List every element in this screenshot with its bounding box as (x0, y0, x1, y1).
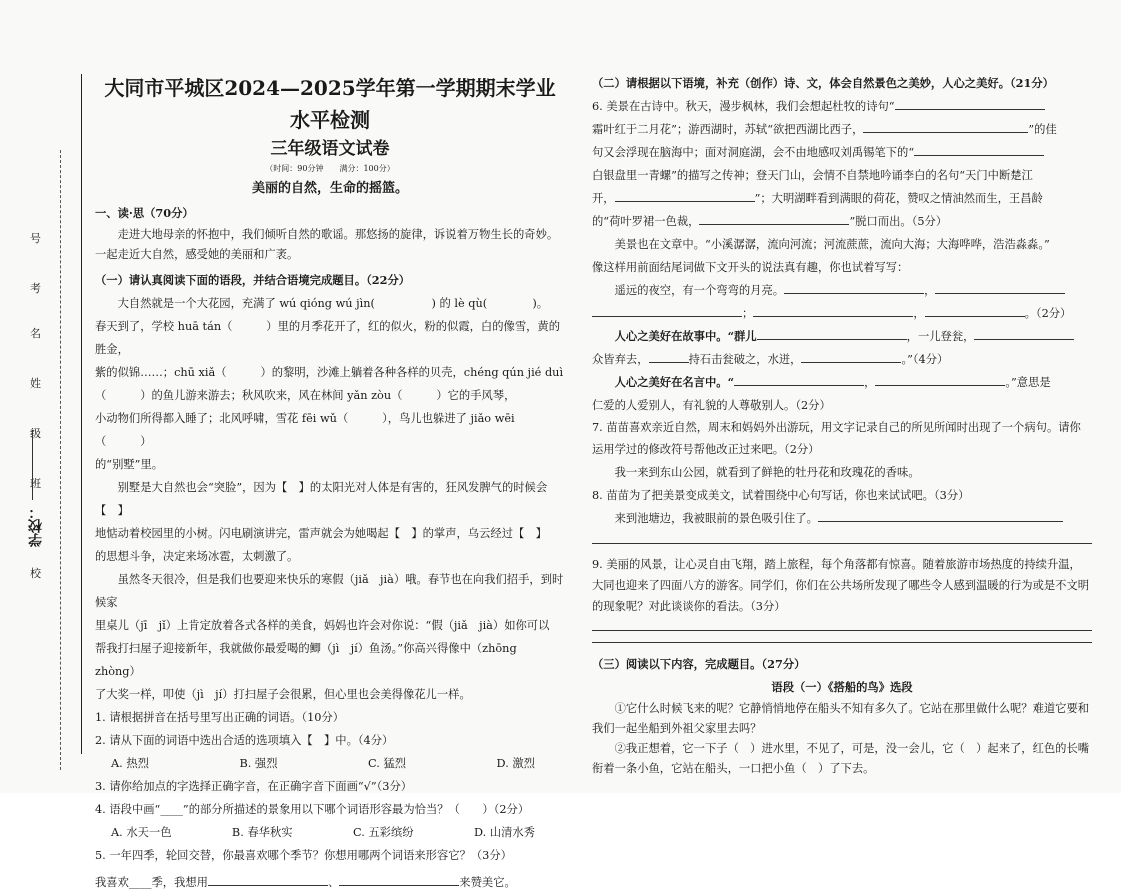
answer-blank[interactable] (863, 118, 1028, 133)
heart-text: 众皆弃去， (592, 353, 649, 366)
binding-char: 姓 (30, 377, 41, 390)
passage-line: 的“别墅”里。 (95, 458, 164, 471)
exam-title: 大同市平城区2024—2025学年第一学期期末学业水平检测 (104, 76, 556, 132)
passage-line: 春天到了，学校 huā tán（ ）里的月季花开了，红的似火，粉的似霞，白的像雪，黄的胜金， (95, 320, 561, 356)
binding-char: 名 (30, 327, 41, 340)
answer-blank[interactable] (339, 871, 459, 886)
answer-blank[interactable] (974, 325, 1074, 340)
answer-blank[interactable] (914, 141, 1044, 156)
heart-text: 持石击瓮破之，水迸， (688, 353, 802, 366)
passage-line: 别墅是大自然也会“突脸”，因为【 】的太阳光对人体是有害的，狂风发脾气的时候会【 】 (95, 481, 548, 517)
answer-blank[interactable] (757, 325, 907, 340)
margin-rule (81, 74, 82, 754)
school-label: 学校： (28, 505, 44, 547)
option[interactable]: B. 强烈 (239, 757, 278, 770)
night-line: 遥远的夜空，有一个弯弯的月亮。 ， (592, 279, 1092, 302)
heart-text: 人心之美好在故事中。“群儿 (614, 329, 757, 343)
heart-line: 人心之美好在名言中。“ ， 。”意思是 (592, 371, 1092, 394)
heart-line (592, 325, 1092, 348)
q6-text: 的“荷叶罗裙一色裁， (592, 215, 700, 228)
answer-blank[interactable] (734, 371, 864, 386)
answer-prefix: 我喜欢____季，我想用 (95, 876, 208, 889)
q6-line (592, 210, 1092, 233)
answer-suffix: 来赞美它。 (459, 876, 516, 889)
part-heading: （一）请认真阅读下面的语段，并结合语境完成题目。（22分） (95, 273, 411, 287)
passage-line: 大自然就是一个大花园，充满了 wú qióng wú jìn( ) 的 lè qù( )。 (117, 297, 549, 310)
school-answer-line (32, 430, 33, 500)
binding-char: 级 (30, 427, 41, 440)
binding-char: 考 (30, 282, 41, 295)
question-9: 9. 美丽的风景，让心灵自由飞翔，踏上旅程，每个角落都有惊喜。随着旅游市场热度的持续升温，大同也迎来了四面八方的游客。同学们，你们在公共场所发现了哪些令人感到温暖的行为或是不文明的现象呢？对此谈谈你的看法。（3分） (592, 558, 1090, 613)
q8-text: 来到池塘边，我被眼前的景色吸引住了。 (614, 512, 818, 525)
passage-line: 虽然冬天很冷，但是我们也要迎来快乐的寒假（jiǎ jià）哦。春节也在向我们招手，到时候家 (95, 573, 564, 609)
question-7-sentence: 我一来到东山公园，就看到了鲜艳的牡丹花和玫瑰花的香味。 (614, 466, 920, 479)
passage-line: 了大奖一样，叩使（jì jí）打扫屋子会很累，但心里也会美得像花儿一样。 (95, 688, 471, 701)
question-4: 4. 语段中画“____”的部分所描述的景象用以下哪个词语形容最为恰当？（ ）（2分） (95, 803, 530, 816)
heart-text: ，一儿登瓮， (906, 330, 975, 343)
passage-line: （ ）的鱼儿游来游去；秋风吹来，风在林间 yǎn zòu（ ）它的手风琴， (95, 389, 516, 402)
passage-line: 小动物们所得都入睡了；北风呼啸，雪花 fēi wǔ（ ），鸟儿也躲进了 jiǎo wēi（ ） (95, 412, 515, 448)
night-line: ； ， 。（2分） (592, 302, 1092, 325)
answer-blank[interactable] (615, 187, 755, 202)
answer-blank[interactable] (935, 279, 1065, 294)
q6-text: 霜叶红于二月花”；游西湖时，苏轼“欲把西湖比西子， (592, 123, 864, 136)
q6-text: 开， (592, 192, 615, 205)
q6-text: 句又会浮现在脑海中；面对洞庭湖，会不由地感叹刘禹锡笔下的“ (592, 146, 915, 159)
binding-char: 班 (30, 477, 41, 490)
answer-blank[interactable] (801, 348, 901, 363)
option[interactable]: A. 热烈 (111, 757, 149, 770)
answer-blank[interactable] (895, 95, 1045, 110)
q6-text: ”；大明湖畔看到满眼的荷花，赞叹之情油然而生，王昌龄 (754, 192, 1043, 205)
heart-line: 仁爱的人爱别人，有礼貌的人尊敬别人。（2分） (592, 399, 831, 412)
answer-blank[interactable] (753, 302, 913, 317)
answer-blank[interactable] (208, 871, 328, 886)
night-text: 遥远的夜空，有一个弯弯的月亮。 (614, 284, 785, 297)
binding-strip (14, 150, 74, 710)
question-8-sentence (592, 507, 1092, 530)
option[interactable]: C. 猛烈 (368, 757, 407, 770)
q6-text: ”的佳 (1028, 123, 1057, 136)
answer-blank[interactable] (818, 507, 1063, 522)
reading-paragraph: ①它什么时候飞来的呢？它静悄悄地停在船头不知有多久了。它站在那里做什么呢？难道它要和我们一起坐船到外祖父家里去吗？ (592, 702, 1090, 735)
passage-line: 紫的似锦……；chū xiǎ（ ）的黎明，沙滩上躺着各种各样的贝壳，chéng qún jié duì (95, 366, 564, 379)
option[interactable]: D. 激烈 (496, 757, 535, 770)
heart-text: 人心之美好在名言中。“ (614, 375, 735, 389)
right-column (592, 72, 1092, 779)
beauty-paragraph: 美景也在文章中。“小溪潺潺，流向河流；河流蔗蔗，流向大海；大海哗哗，浩浩淼淼。” (614, 238, 1050, 251)
answer-line[interactable] (592, 542, 1092, 544)
passage-line: 帮我打扫屋子迎接新年，我就做你最爱喝的鲫（jì jí）鱼汤。”你高兴得像中（zhōng zhòng） (95, 642, 529, 678)
answer-blank[interactable] (592, 302, 742, 317)
answer-blank[interactable] (784, 279, 924, 294)
beauty-paragraph: 像这样用前面结尾词做下文开头的说法真有趣，你也试着写写： (592, 261, 909, 274)
option[interactable]: C. 五彩缤纷 (352, 826, 414, 839)
question-4-options (95, 821, 565, 844)
answer-blank[interactable] (649, 348, 689, 363)
exam-subtitle: 三年级语文试卷 (270, 139, 390, 159)
answer-blank[interactable] (875, 371, 1005, 386)
binding-dashed-line (60, 150, 61, 770)
part-heading: （二）请根据以下语境，补充（创作）诗、文，体会自然景色之美妙，人心之美好。（21分） (592, 76, 1054, 90)
section-heading: 一、读·思（70分） (95, 206, 194, 220)
left-column (95, 72, 565, 894)
intro-paragraph: 走进大地母亲的怀抱中，我们倾听自然的歌谣。那悠扬的旋律，诉说着万物生长的奇妙。一起走近大自然，感受她的美丽和广袤。 (95, 228, 559, 261)
question-1: 1. 请根据拼音在括号里写出正确的词语。（10分） (95, 711, 345, 724)
exam-motto: 美丽的自然，生命的摇篮。 (251, 181, 408, 196)
q6-text: ”脱口而出。（5分） (849, 215, 948, 228)
exam-meta: （时间：90分钟 满分：100分） (265, 164, 395, 173)
points-note: 。（2分） (1024, 307, 1072, 320)
q6-text: 6. 美景在古诗中。秋天，漫步枫林，我们会想起杜牧的诗句“ (592, 100, 895, 113)
reading-paragraph: ②我正想着，它一下子（ ）进水里，不见了，可是，没一会儿，它（ ）起来了，红色的长嘴衔着一条小鱼，它站在船头，一口把小鱼（ ）了下去。 (592, 742, 1090, 775)
part-heading: （三）阅读以下内容，完成题目。（27分） (592, 657, 806, 671)
answer-blank[interactable] (699, 210, 849, 225)
heart-text: 。”（4分） (901, 353, 949, 366)
option[interactable]: D. 山清水秀 (473, 826, 535, 839)
question-2-options (95, 752, 565, 775)
question-2: 2. 请从下面的词语中选出合适的选项填入【 】中。（4分） (95, 734, 394, 747)
question-5-answer (95, 871, 565, 894)
question-3: 3. 请你给加点的字选择正确字音，在正确字音下面画“√”（3分） (95, 780, 413, 793)
question-8: 8. 苗苗为了把美景变成美文，试着围绕中心句写话，你也来试试吧。（3分） (592, 489, 970, 502)
q6-line (592, 187, 1092, 210)
q6-line (592, 118, 1092, 141)
option[interactable]: B. 春华秋实 (231, 826, 293, 839)
heart-line (592, 348, 1092, 371)
question-7: 7. 苗苗喜欢亲近自然，周末和妈妈外出游玩，用文字记录自己的所见所闻时出现了一个病句。请你运用学过的修改符号帮他改正过来吧。（2分） (592, 421, 1081, 456)
question-5: 5. 一年四季，轮回交替，你最喜欢哪个季节？你想用哪两个词语来形容它？（3分） (95, 849, 512, 862)
passage-line: 地惦动着校园里的小树。闪电刷演讲完，雷声就会为她喝起【 】的掌声，乌云经过【 】 (95, 527, 547, 540)
heart-text: 。”意思是 (1005, 376, 1051, 389)
option[interactable]: A. 水天一色 (111, 826, 172, 839)
q6-line: 白银盘里一青螺”的描写之传神；登天门山，会情不自禁地吟诵李白的名句“天门中断楚江 (592, 169, 1033, 182)
q6-line (592, 95, 1092, 118)
answer-line[interactable] (592, 629, 1092, 631)
answer-line[interactable] (592, 641, 1092, 643)
passage-line: 的思想斗争，决定来场冰雹，太刺激了。 (95, 550, 299, 563)
binding-char: 校 (30, 567, 41, 580)
answer-sep: 、 (327, 876, 340, 889)
q6-line (592, 141, 1092, 164)
passage-line: 里桌儿（jī jǐ）上肯定放着各式各样的美食，妈妈也许会对你说：“假（jiǎ jià）如你可以 (95, 619, 550, 632)
answer-blank[interactable] (925, 302, 1025, 317)
reading-subheading: 语段（一）《搭船的鸟》选段 (771, 680, 913, 694)
binding-char: 号 (30, 232, 41, 245)
